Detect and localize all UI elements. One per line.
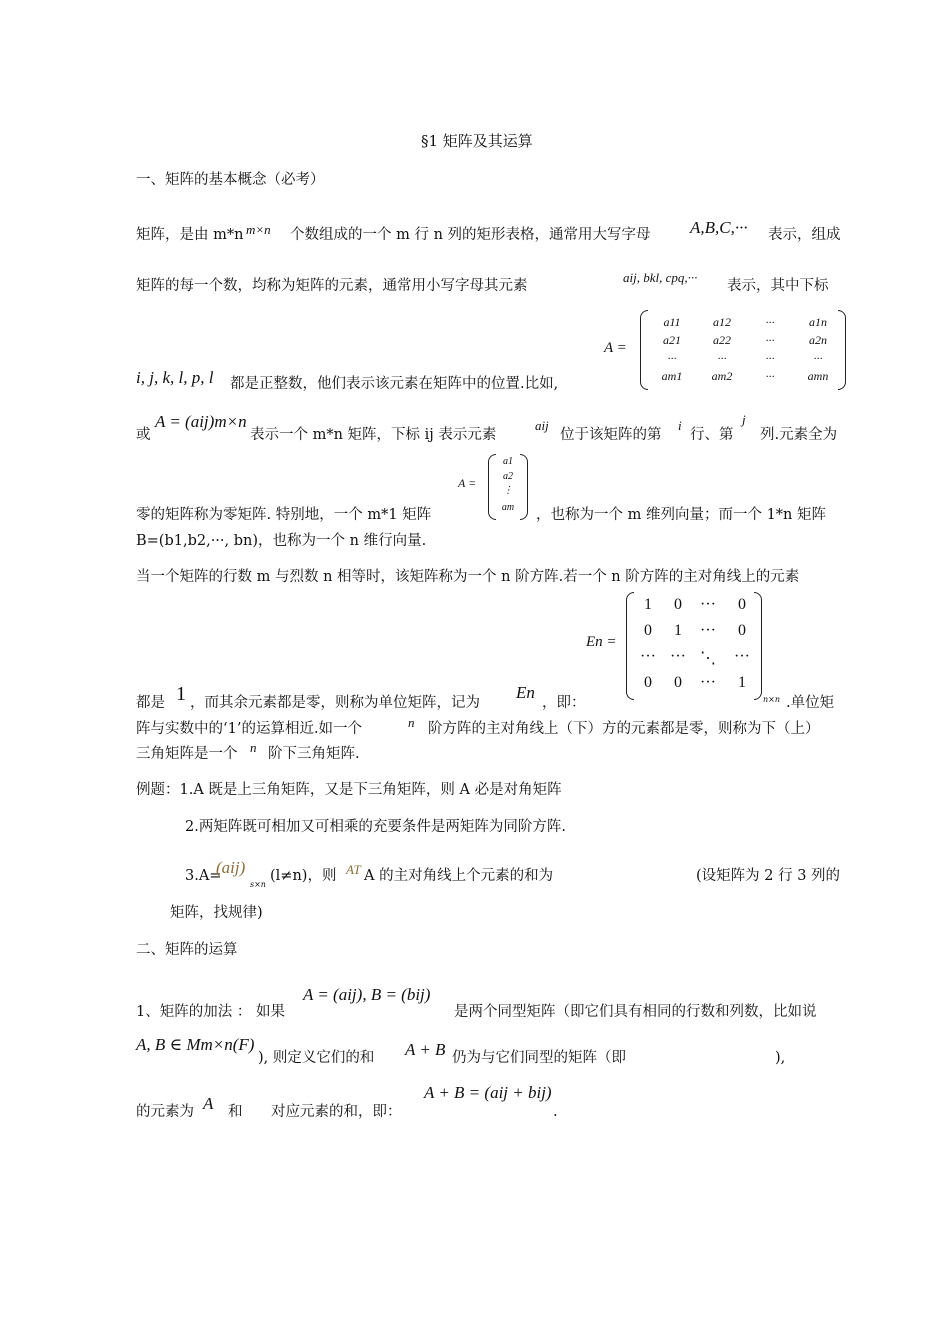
identity-matrix-cell: 1 — [674, 622, 682, 639]
matrix-a-label: A = — [604, 340, 627, 356]
example-3-text-b: (l≠n)，则 — [270, 868, 337, 884]
column-vector — [488, 454, 528, 520]
formula-element-letters: aij, bkl, cpq,··· — [623, 270, 698, 285]
para4-text-b: 位于该矩阵的第 — [560, 427, 662, 443]
formula-aij-bracket: (aij) — [216, 858, 246, 877]
identity-matrix-label: En = — [586, 634, 617, 650]
para1-text-b: 个数组成的一个 m 行 n 列的矩形表格，通常用大写字母 — [290, 227, 651, 243]
formula-transpose: AT — [346, 862, 361, 877]
para6-text: B=(b1,b2,···, bn)，也称为一个 n 维行向量. — [136, 533, 427, 549]
matrix-a-cell: a12 — [713, 315, 731, 329]
example-3-text-e: 矩阵，找规律) — [170, 905, 263, 921]
para1-text-c: 表示，组成 — [768, 227, 841, 243]
sec2-para3-text-c: 对应元素的和，即： — [271, 1104, 402, 1120]
formula-en: En — [516, 683, 535, 702]
column-vector-cell: ⋮ — [503, 485, 513, 496]
formula-index-letters: i, j, k, l, p, l — [136, 368, 214, 387]
sec2-para3-text-b: 和 — [228, 1104, 243, 1120]
example-2: 2.两矩阵既可相加又可相乘的充要条件是两矩阵为同阶方阵. — [185, 819, 566, 835]
identity-matrix — [626, 592, 762, 700]
matrix-a-cell: ··· — [717, 351, 727, 365]
identity-matrix-cell: 0 — [644, 674, 652, 691]
para4-text-a: 表示一个 m*n 矩阵，下标 ij 表示元素 — [250, 427, 497, 443]
identity-matrix-cell: ··· — [700, 622, 716, 639]
matrix-a-cell: a11 — [663, 315, 681, 329]
formula-n: n — [408, 715, 415, 730]
matrix-a-cell: am1 — [661, 369, 683, 383]
para8-text-d: .单位矩 — [786, 695, 835, 711]
column-vector-label: A = — [458, 476, 477, 490]
formula-a-b-def: A = (aij), B = (bij) — [303, 985, 431, 1004]
formula-one: 1 — [176, 683, 186, 705]
sec2-para2-text-b: 仍为与它们同型的矩阵（即 — [452, 1050, 626, 1066]
matrix-a-cell: ··· — [667, 351, 677, 365]
para9-text-a: 阵与实数中的‘1’的运算相近.如一个 — [136, 721, 363, 737]
sec2-para2-text-a: ), 则定义它们的和 — [258, 1050, 375, 1066]
para2-text-b: 表示，其中下标 — [727, 278, 829, 294]
identity-matrix-cell: 0 — [674, 596, 682, 613]
section-heading-1: 一、矩阵的基本概念（必考） — [136, 172, 325, 188]
section-heading-2: 二、矩阵的运算 — [136, 942, 238, 958]
identity-matrix-cell: ··· — [700, 596, 716, 613]
sec2-para1-text-a: 1、矩阵的加法 ： 如果 — [136, 1004, 285, 1020]
formula-ab-in-m: A, B ∈ Mm×n(F) — [136, 1035, 255, 1054]
para4-text-d: 列.元素全为 — [760, 427, 838, 443]
sec2-para3-text-a: 的元素为 — [136, 1104, 194, 1120]
para4-or: 或 — [136, 427, 151, 443]
matrix-a-cell: ··· — [765, 351, 775, 365]
identity-matrix-subscript: n×n — [763, 695, 781, 704]
sec2-para1-text-b: 是两个同型矩阵（即它们具有相同的行数和列数，比如说 — [454, 1004, 817, 1020]
formula-a-plus-b: A + B — [405, 1040, 446, 1059]
identity-matrix-cell: 0 — [644, 622, 652, 639]
para9-text-b: 阶方阵的主对角线上（下）方的元素都是零，则称为下（上） — [428, 721, 820, 737]
para5-text-b: ，也称为一个 m 维列向量；而一个 1*n 矩阵 — [536, 507, 826, 523]
matrix-a-cell: a22 — [713, 333, 731, 347]
para7-text: 当一个矩阵的行数 m 与烈数 n 相等时，该矩阵称为一个 n 阶方阵.若一个 n 阶方阵的主对角线上的元素 — [136, 569, 800, 585]
para2-text-a: 矩阵的每一个数，均称为矩阵的元素，通常用小写字母其元素 — [136, 278, 528, 294]
identity-matrix-cell: ··· — [670, 648, 686, 665]
para8-text-b: ，而其余元素都是零，则称为单位矩阵，记为 — [190, 695, 480, 711]
formula-a: A — [203, 1094, 214, 1113]
formula-abc: A,B,C,··· — [690, 218, 748, 237]
example-3-text-d: (设矩阵为 2 行 3 列的 — [696, 868, 841, 884]
matrix-a-cell: ··· — [765, 315, 775, 329]
matrix-a-cell: ··· — [765, 333, 775, 347]
matrix-a-cell: a1n — [809, 315, 827, 329]
para5-text-a: 零的矩阵称为零矩阵. 特别地，一个 m*1 矩阵 — [136, 507, 432, 523]
identity-matrix-cell: ··· — [640, 648, 656, 665]
matrix-a-cell: a2n — [809, 333, 827, 347]
identity-matrix-cell: 1 — [644, 596, 652, 613]
para1-text-a: 矩阵，是由 m*n — [136, 227, 244, 243]
formula-mxn: m×n — [246, 222, 271, 237]
para10-text-a: 三角矩阵是一个 — [136, 746, 238, 762]
matrix-a-cell: ··· — [813, 351, 823, 365]
matrix-a — [640, 310, 846, 390]
identity-matrix-cell: 1 — [738, 674, 746, 691]
identity-matrix-cell: ··· — [734, 648, 750, 665]
sec2-para2-text-c: ), — [775, 1050, 786, 1066]
para10-text-b: 阶下三角矩阵. — [268, 746, 360, 762]
identity-matrix-cell: ⋱ — [700, 650, 716, 667]
formula-n: n — [250, 740, 257, 755]
para4-text-c: 行、第 — [690, 427, 734, 443]
example-3-text-c: A 的主对角线上个元素的和为 — [364, 868, 554, 884]
identity-matrix-cell: ··· — [700, 674, 716, 691]
para3-text: 都是正整数，他们表示该元素在矩阵中的位置.比如, — [230, 376, 559, 392]
formula-j: j — [742, 412, 746, 427]
formula-i: i — [678, 418, 682, 433]
formula-a-aij: A = (aij)m×n — [155, 412, 247, 431]
formula-sum-elements: A + B = (aij + bij) — [424, 1083, 552, 1102]
example-1: 例题：1.A 既是上三角矩阵，又是下三角矩阵，则 A 必是对角矩阵 — [136, 782, 562, 798]
column-vector-cell: a1 — [503, 456, 513, 467]
para8-text-c: ，即： — [542, 695, 586, 711]
identity-matrix-cell: 0 — [738, 622, 746, 639]
formula-subscript: s×n — [250, 880, 266, 889]
identity-matrix-cell: 0 — [674, 674, 682, 691]
column-vector-cell: a2 — [503, 471, 513, 482]
identity-matrix-cell: 0 — [738, 596, 746, 613]
matrix-a-cell: a21 — [663, 333, 681, 347]
page-title: §1 矩阵及其运算 — [421, 132, 533, 150]
column-vector-cell: am — [501, 502, 515, 513]
matrix-a-cell: amn — [807, 369, 829, 383]
sec2-para3-text-d: . — [553, 1104, 558, 1120]
para8-text-a: 都是 — [136, 695, 165, 711]
example-3-text-a: 3.A= — [185, 868, 222, 884]
formula-aij: aij — [535, 418, 549, 433]
matrix-a-cell: ··· — [765, 369, 775, 383]
matrix-a-cell: am2 — [711, 369, 733, 383]
